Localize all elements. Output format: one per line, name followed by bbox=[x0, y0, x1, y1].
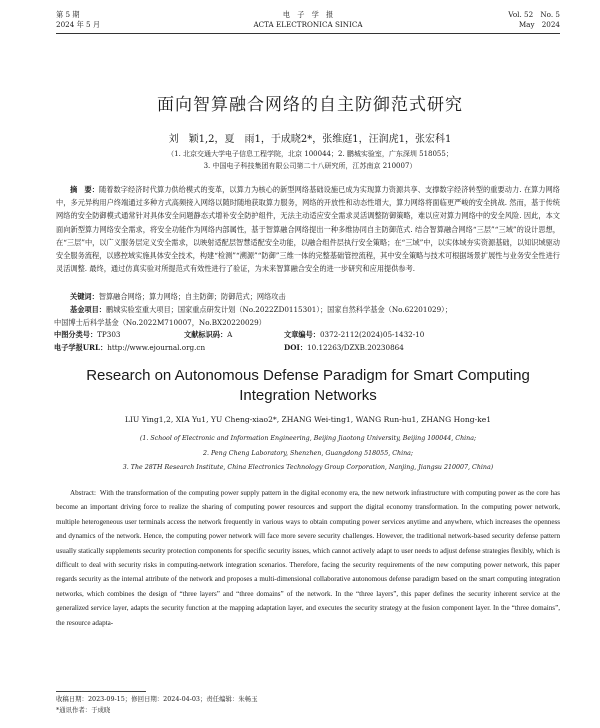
abstract-text: 随着数字经济时代算力供给模式的变革，以算力为核心的新型网络基础设施已成为实现算力资源共享、支撑数字经济转型的重要动力. 在算力网络中，多元异构用户终端通过多种方式高频接入网络以随时随地获取算力服务，网络的开放性和动态性增大，算力网络将面临更严峻的安全挑战. 然而，基于传统网络的安全防御模式通常针对具体安全问题静态式增补安全防护组件，无法主动适应安全需求灵活调整防御策略，难以应对算力网络中的安全风险. 因此，本文面向新型算力网络安全需求，将安全功能作为网络内部属性，基于智算融合网络提出一种多维协同自主防御范式. 结合智算融合网络“三层”“三域”的设计思想，在“三层”中，以广义服务层定义安全需求，以映射适配层智慧适配安全功能，以融合组件层执行安全策略；在“三域”中，以实体域夯实资源基础，以知识域驱动安全服务流程，以感控域实施具体安全技术，构建“检测”“溯源”“防御”三维一体的完整基础管控流程，其中安全策略与技术可根据场景扩展性与业务安全性进行灵活调整. 最终，通过仿真实验对所提范式有效性进行了验证，为未来智算融合安全的进一步研究和应用提供参考. bbox=[56, 185, 560, 274]
english-abstract bbox=[56, 486, 560, 630]
running-header bbox=[56, 10, 560, 40]
chinese-title: 面向智算融合网络的自主防御范式研究 bbox=[157, 95, 463, 115]
footnote: 收稿日期：2023-09-15；修回日期：2024-04-03；责任编辑：朱畅玉 *通讯作者：于成晓 bbox=[56, 695, 258, 714]
fund-row-2: 中国博士后科学基金（No.2022M710007，No.BX20220029） bbox=[54, 317, 266, 327]
english-authors: LIU Ying1,2, XIA Yu1, YU Cheng-xiao2*, ZHANG Wei-ting1, WANG Run-hu1, ZHANG Hong-ke1 bbox=[124, 415, 492, 424]
chinese-abstract bbox=[56, 183, 560, 275]
english-affiliations: (1. School of Electronic and Information Engineering, Beijing Jiaotong University, Beijing 100044, China; 2. Peng Cheng Laboratory, Shenzhen, Guangdong 518055, China; 3. The 28TH Research Institute, China Electronics Technology Group Corporation, Nanjing, Jiangsu 210007, China) bbox=[122, 435, 494, 471]
fund-row: 基金项目：鹏城实验室重大项目；国家重点研发计划（No.2022ZD0115301）；国家自然科学基金（No.62201029）； bbox=[70, 304, 452, 314]
keywords-row: 关键词：智算融合网络；算力网络；自主防御；防御范式；网络攻击 bbox=[70, 292, 286, 301]
chinese-metadata bbox=[54, 291, 560, 355]
abstract-label: 摘 要： bbox=[70, 185, 99, 194]
url-doi-row: 电子学报URL：http://www.ejournal.org.cn DOI：10.12263/DZXB.20230864 bbox=[54, 343, 404, 353]
english-abstract-label: Abstract: bbox=[70, 489, 97, 497]
doi-link[interactable]: 10.12263/DZXB.20230864 bbox=[307, 343, 404, 353]
header-volume: Vol. 52 No. 5 May 2024 bbox=[508, 10, 560, 29]
header-rule bbox=[56, 33, 560, 34]
footnote-rule bbox=[56, 691, 146, 692]
classification-row: 中图分类号：TP303 文献标识码：A 文章编号：0372-2112(2024)05-1432-10 bbox=[54, 330, 425, 340]
chinese-affiliations: （1. 北京交通大学电子信息工程学院，北京 100044；2. 鹏城实验室，广东深圳 518055； 3. 中国电子科技集团有限公司第二十八研究所，江苏南京 210007） bbox=[167, 150, 453, 170]
english-abstract-text: With the transformation of the computing power supply pattern in the digital economy era, the new network infrastructure with computing power as the core has become an important driving force to realize the sharing of computing power resources and support the digital economy transformation. In the computing power network, multiple heterogeneous user terminals access the network frequently in various ways to obtain computing power services anytime and anywhere, which increases the openness and dynamics of the network. Hence, the computing power network will face more severe security challenges. However, the traditional network-based security defense pattern usually statically supplements security protection components for specific security issues, which cannot actively adapt to user needs to adjust defense strategies flexibly, which is difficult to deal with security risks in computing-network integration scenarios. Therefore, facing the security requirements of the new computing power network, this paper regards security as the internal attribute of the network and proposes a multi-dimensional collaborative autonomous defense paradigm based on the smart computing integration networks, which combines the design of “three layers” and “three domains” of the network. In the “three layers”, this paper defines the security inherent service at the generalized service layer, adapts the security function at the mapping adaptation layer, and executes the security strategy at the fusion component layer. In the “three domains”, the resource adapta- bbox=[56, 489, 560, 627]
header-issue: 第 5 期 2024 年 5 月 bbox=[56, 10, 101, 29]
journal-url-link[interactable]: http://www.ejournal.org.cn bbox=[107, 343, 206, 353]
english-title: Research on Autonomous Defense Paradigm for Smart Computing Integration Networks bbox=[86, 367, 530, 404]
chinese-authors: 刘 颖1,2，夏 雨1，于成晓2*，张维庭1，汪润虎1，张宏科1 bbox=[168, 134, 452, 145]
header-journal: 电 子 学 报 ACTA ELECTRONICA SINICA bbox=[253, 10, 363, 29]
